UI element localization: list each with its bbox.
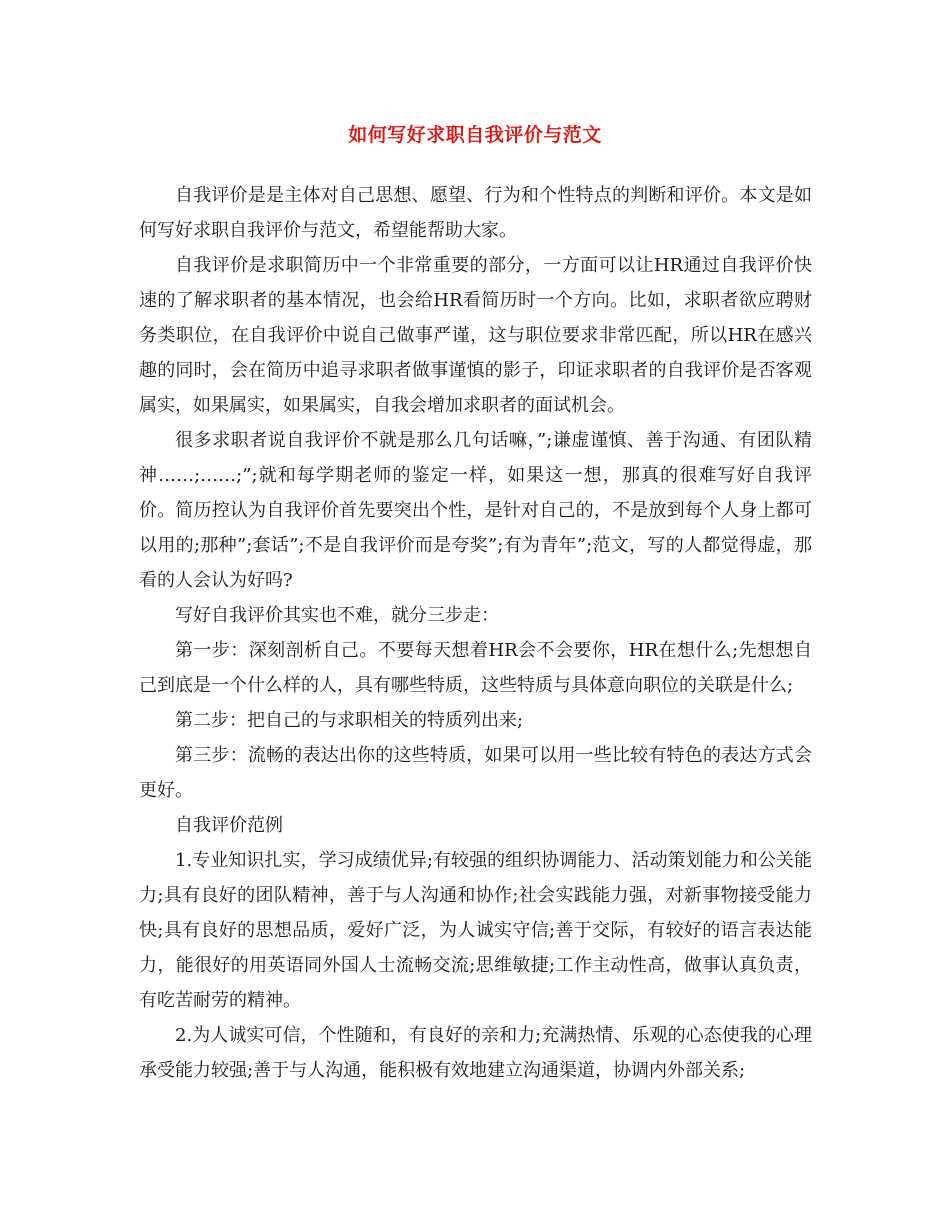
paragraph-intro: 自我评价是是主体对自己思想、愿望、行为和个性特点的判断和评价。本文是如何写好求职自我评价与范文，希望能帮助大家。 (139, 185, 812, 241)
paragraph-three-steps: 写好自我评价其实也不难，就分三步走： (175, 605, 499, 626)
paragraph-common-mistakes: 很多求职者说自我评价不就是那么几句话嘛，”;谦虚谨慎、善于沟通、有团队精神……;……;”;就和每学期老师的鉴定一样，如果这一想，那真的很难写好自我评价。简历控认为自我评价首先要突出个性，是针对自己的，不是放到每个人身上都可以用的;那种”;套话”;不是自我评价而是夸奖”;有为青年”;范文，写的人都觉得虚，那看的人会认为好吗? (139, 430, 812, 591)
document-title: 如何写好求职自我评价与范文 (348, 124, 602, 146)
paragraph-example-two: 2.为人诚实可信，个性随和，有良好的亲和力;充满热情、乐观的心态使我的心理承受能力较强;善于与人沟通，能积极有效地建立沟通渠道，协调内外部关系; (139, 1025, 812, 1081)
paragraph-step-two: 第二步：把自己的与求职相关的特质列出来; (175, 710, 524, 731)
paragraph-example-one: 1.专业知识扎实，学习成绩优异;有较强的组织协调能力、活动策划能力和公关能力;具有良好的团队精神，善于与人沟通和协作;社会实践能力强，对新事物接受能力快;具有良好的思想品质，爱好广泛，为人诚实守信;善于交际，有较好的语言表达能力，能很好的用英语同外国人士流畅交流;思维敏捷;工作主动性高，做事认真负责，有吃苦耐劳的精神。 (139, 850, 812, 1011)
paragraph-step-three: 第三步：流畅的表达出你的这些特质，如果可以用一些比较有特色的表达方式会更好。 (139, 745, 812, 801)
paragraph-importance: 自我评价是求职简历中一个非常重要的部分，一方面可以让HR通过自我评价快速的了解求职者的基本情况，也会给HR看简历时一个方向。比如，求职者欲应聘财务类职位，在自我评价中说自己做事严谨，这与职位要求非常匹配，所以HR在感兴趣的同时，会在简历中追寻求职者做事谨慎的影子，印证求职者的自我评价是否客观属实，如果属实，如果属实，自我会增加求职者的面试机会。 (139, 255, 812, 416)
document-body (139, 178, 812, 1088)
section-heading-examples: 自我评价范例 (175, 815, 283, 836)
paragraph-step-one: 第一步：深刻剖析自己。不要每天想着HR会不会要你，HR在想什么;先想想自己到底是一个什么样的人，具有哪些特质，这些特质与具体意向职位的关联是什么; (139, 640, 812, 696)
